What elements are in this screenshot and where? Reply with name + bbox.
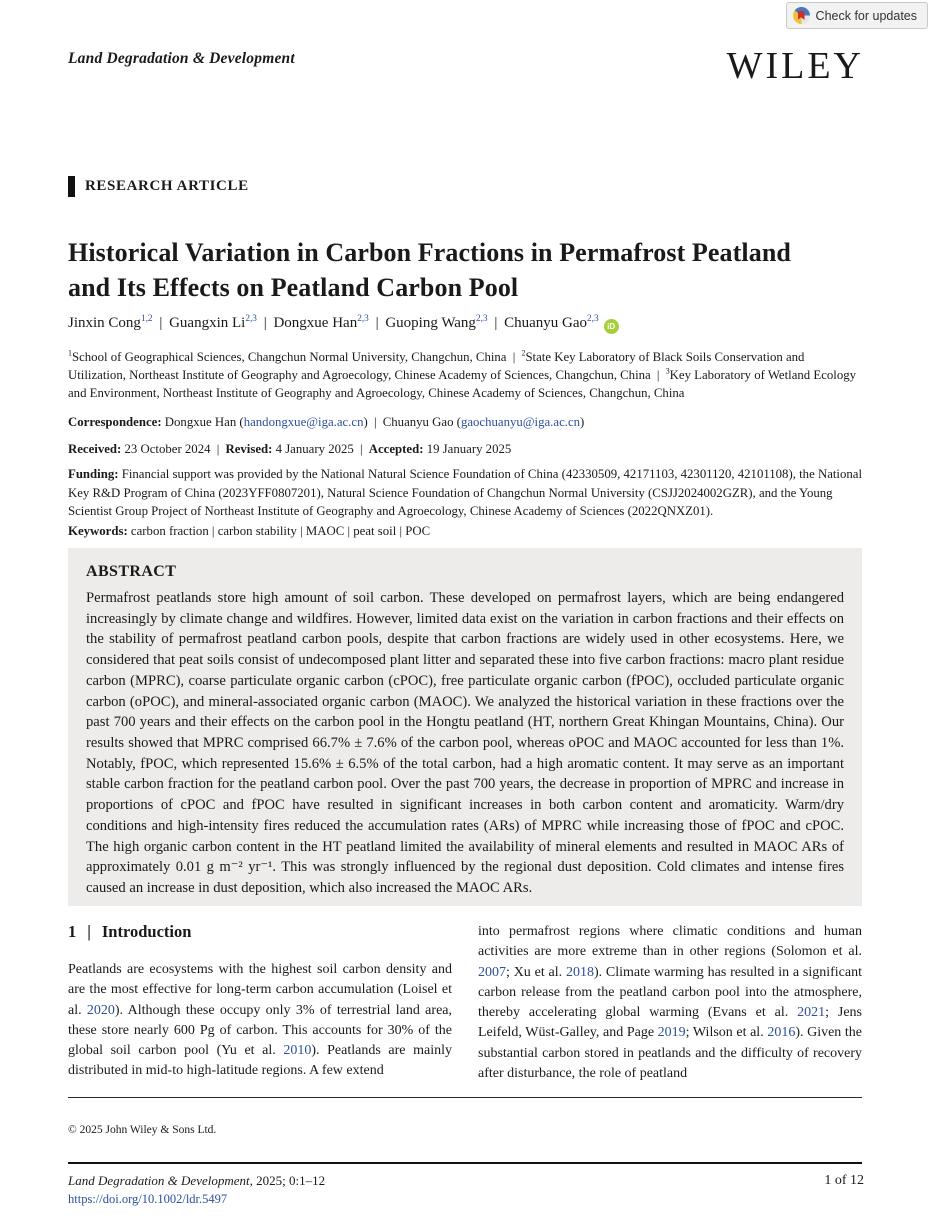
- email-link-gao[interactable]: gaochuanyu@iga.ac.cn: [460, 415, 581, 429]
- correspondence-line: Correspondence: Dongxue Han (handongxue@iga.ac.cn) | Chuanyu Gao (gaochuanyu@iga.ac.cn): [68, 415, 585, 429]
- funding-line: Funding: Financial support was provided by the National Natural Science Foundation of China (42330509, 42171103, 42301120, 42101108), the National Key R&D Program of China (2023YFF0807201), Natural Science Foundation of Changchun Normal University (CSJJ2024002GZR), and the Young Scientist Group Project of Northeast Institute of Geography and Agroecology, Chinese Academy of Sciences (2022QNXZ01).: [68, 467, 863, 519]
- check-for-updates-button[interactable]: [786, 2, 928, 29]
- citation-link[interactable]: 2010: [283, 1043, 312, 1059]
- citation-link[interactable]: 2007: [478, 964, 506, 980]
- introduction-columns: [68, 922, 862, 1084]
- introduction-paragraph-right: into permafrost regions where climatic conditions and human activities are more extreme than in other regions (Solomon et al. 2007; Xu et al. 2018). Climate warming has resulted in a significant carbon release from the peatland carbon pool into the atmosphere, thereby accelerating global warming (Evans et al. 2021; Jens Leifeld, Wüst-Galley, and Page 2019; Wilson et al. 2016). Given the substantial carbon stored in peatlands and the difficulty of recovery after disturbance, the role of peatland: [478, 924, 863, 1082]
- crossmark-icon: [793, 7, 810, 24]
- email-link-han[interactable]: handongxue@iga.ac.cn: [243, 415, 364, 429]
- article-type-strip: [68, 176, 249, 197]
- citation-link[interactable]: 2019: [657, 1025, 686, 1041]
- citation-link[interactable]: 2018: [565, 964, 594, 980]
- check-for-updates-label: Check for updates: [815, 8, 917, 23]
- column-right: [478, 922, 862, 1084]
- footer-citation: Land Degradation & Development, 2025; 0:1–12: [68, 1173, 326, 1188]
- authors-text: Jinxin Cong$^{1,2}$ | Guangxin Li$^{2,3}$ | Dongxue Han$^{2,3}$ | Guoping Wang$^{2,3}$ | Chuanyu Gao$^{2,3}$: [68, 314, 599, 331]
- citation-link[interactable]: 2021: [797, 1005, 826, 1021]
- footnote-divider: [68, 1097, 862, 1098]
- keywords-line: Keywords: carbon fraction | carbon stability | MAOC | peat soil | POC: [68, 524, 431, 538]
- accent-bar: [68, 176, 75, 197]
- citation-link[interactable]: 2016: [767, 1025, 796, 1041]
- footer-divider: [68, 1162, 862, 1164]
- copyright-text: © 2025 John Wiley & Sons Ltd.: [68, 1124, 217, 1136]
- abstract-box: [68, 548, 862, 906]
- affiliations: $^1$School of Geographical Sciences, Changchun Normal University, Changchun, China | $^2$State Key Laboratory of Black Soils Conservation and Utilization, Northeast Institute of Geography and Agroecology, Chinese Academy of Sciences, Changchun, China | $^3$Key Laboratory of Wetland Ecology and Environment, Northeast Institute of Geography and Agroecology, Chinese Academy of Sciences, Changchun, China: [68, 348, 857, 401]
- introduction-heading: 1 | Introduction: [68, 922, 192, 941]
- column-left: [68, 922, 452, 1084]
- orcid-icon[interactable]: iD: [604, 319, 619, 334]
- wiley-logo: WILEY: [726, 45, 864, 87]
- journal-name: Land Degradation & Development: [68, 50, 295, 67]
- dates-line: Received: 23 October 2024 | Revised: 4 January 2025 | Accepted: 19 January 2025: [68, 442, 512, 456]
- authors-line: [68, 315, 862, 334]
- doi-link[interactable]: https://doi.org/10.1002/ldr.5497: [68, 1192, 228, 1206]
- page-number: 1 of 12: [824, 1173, 864, 1188]
- article-title: Historical Variation in Carbon Fractions in Permafrost Peatland and Its Effects on Peatland Carbon Pool: [68, 238, 791, 302]
- bookmark-icon: [798, 11, 805, 20]
- citation-link[interactable]: 2020: [86, 1002, 115, 1018]
- abstract-heading: ABSTRACT: [86, 563, 177, 580]
- introduction-paragraph-left: Peatlands are ecosystems with the highest soil carbon density and are the most effective for long-term carbon accumulation (Loisel et al. 2020). Although these occupy only 3% of terrestrial land area, these store nearly 600 Pg of carbon. This accounts for 30% of the global soil carbon pool (Yu et al. 2010). Peatlands are mainly distributed in mid-to high-latitude regions. A few extend: [68, 962, 452, 1079]
- article-type-label: RESEARCH ARTICLE: [85, 178, 249, 194]
- abstract-text: Permafrost peatlands store high amount of soil carbon. These developed on permafrost layers, which are being endangered increasingly by climate change and wildfires. However, limited data exist on the variation in carbon fractions and their effects on the stability of permafrost peatland carbon pools, despite that carbon fractions are widely used in other ecosystems. Here, we considered that peat soils consist of undecomposed plant litter and separated these into five carbon fractions: macro plant residue carbon (MPRC), coarse particulate organic carbon (cPOC), free particulate organic carbon (fPOC), occluded particulate organic carbon (oPOC), and mineral-associated organic carbon (MAOC). We analyzed the historical variation in these fractions over the past 700 years and their effects on the carbon pool in the Hongtu peatland (HT, northern Great Khingan Mountains, China). Our results showed that MPRC comprised 66.7% ± 7.6% of the carbon pool, whereas oPOC and MAOC accounted for less than 1%. Notably, fPOC, which represented 15.6% ± 6.5% of the total carbon, had a high aromatic content. It may serve as an important stable carbon fraction for the peatland carbon pool. Over the past 700 years, the decrease in proportion of MPRC and increase in proportions of cPOC and fPOC have resulted in significant increases in both carbon content and aromaticity. Warm/dry conditions and high-intensity fires reduced the accumulation rates (ARs) of MPRC while increasing those of fPOC and cPOC. The high organic carbon content in the HT peatland limited the availability of mineral elements and resulted in MAOC ARs of approximately 0.01 g m⁻² yr⁻¹. This was strongly influenced by the regional dust deposition. Cold climates and intense fires caused an increase in dust deposition, which also increased the MAOC ARs.: [86, 590, 844, 897]
